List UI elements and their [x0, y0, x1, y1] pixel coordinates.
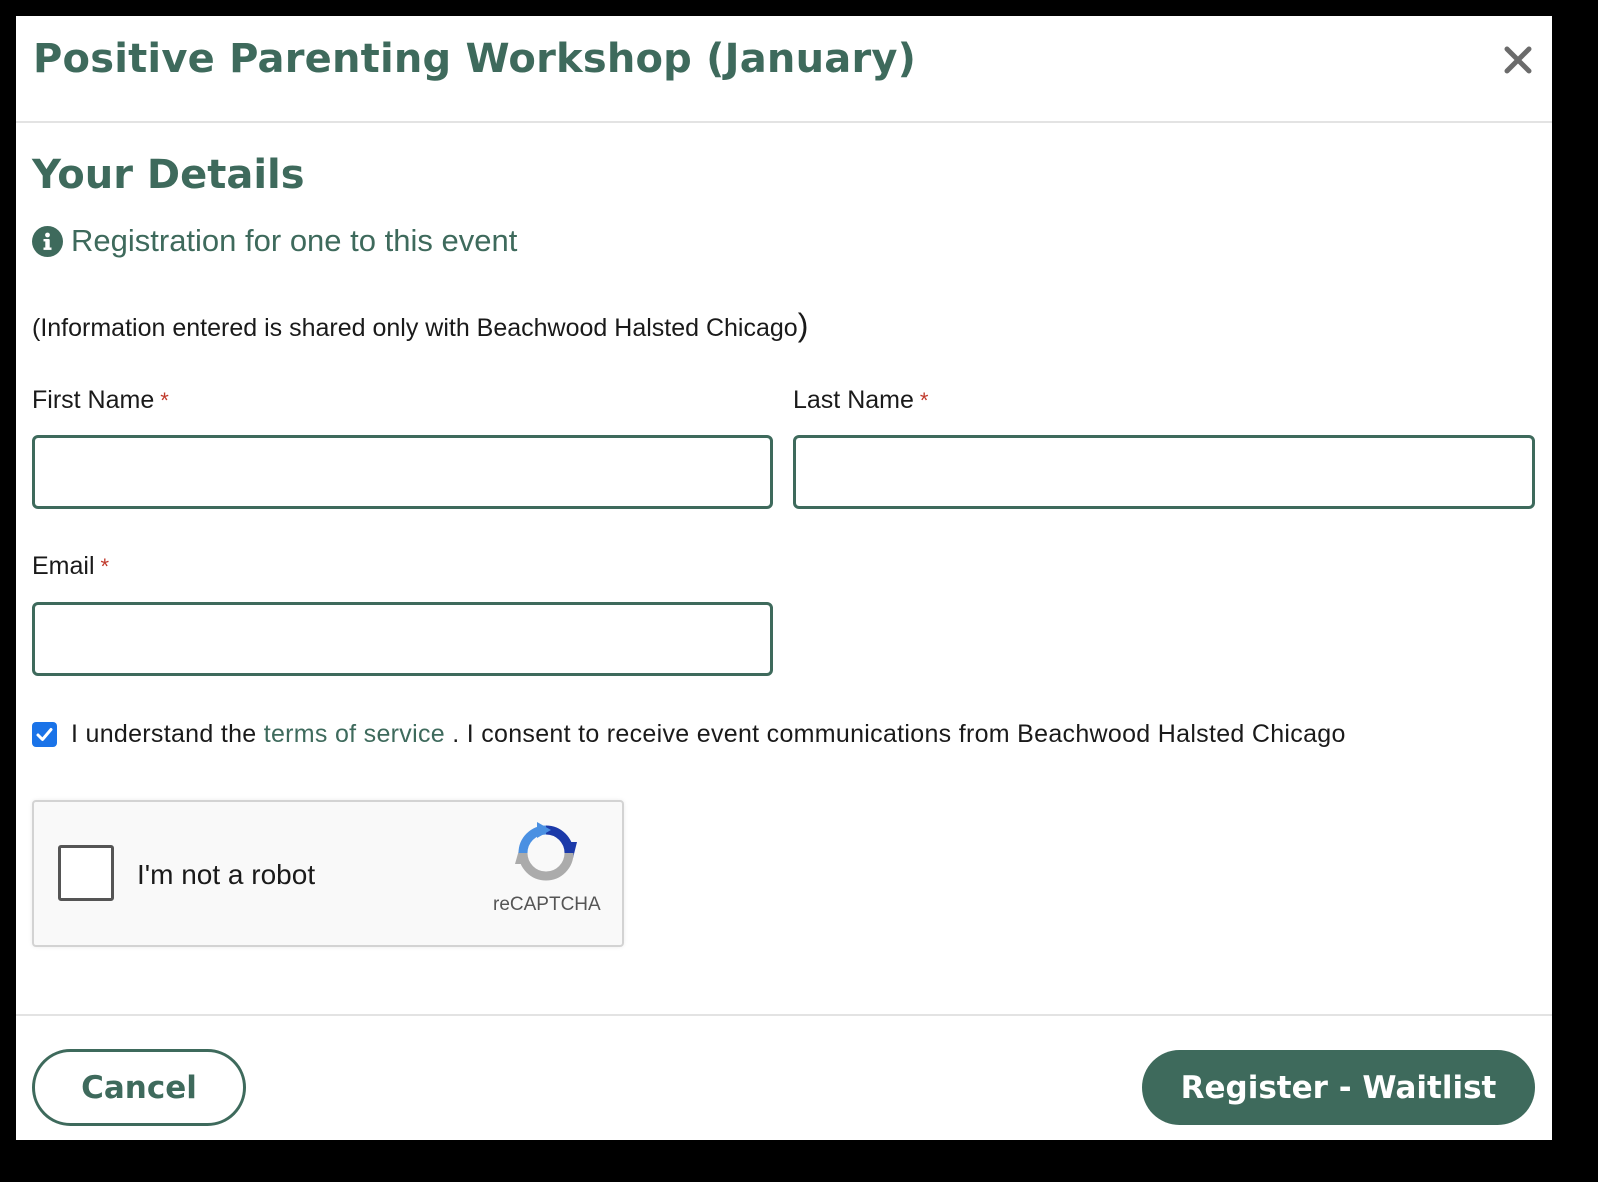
email-label-text: Email — [32, 552, 95, 580]
terms-of-service-link[interactable]: terms of service — [263, 719, 445, 748]
modal-footer — [16, 1014, 1552, 1140]
recaptcha-logo-icon — [515, 822, 577, 891]
recaptcha-label: I'm not a robot — [137, 859, 316, 890]
recaptcha-checkbox[interactable] — [58, 845, 114, 901]
email-label — [32, 552, 109, 581]
info-icon — [32, 226, 63, 257]
consent-checkbox[interactable] — [32, 722, 57, 747]
recaptcha-widget — [32, 800, 624, 947]
first-name-label — [32, 386, 169, 415]
last-name-label — [793, 386, 928, 415]
consent-suffix: . I consent to receive event communications from Beachwood Halsted Chicago — [444, 719, 1346, 748]
close-button[interactable] — [1500, 42, 1536, 78]
privacy-note — [32, 307, 808, 344]
registration-modal — [16, 16, 1552, 1140]
last-name-label-text: Last Name — [793, 386, 914, 414]
email-input[interactable] — [32, 602, 773, 676]
required-marker: * — [100, 554, 110, 579]
modal-header — [16, 16, 1552, 123]
privacy-note-text: (Information entered is shared only with Beachwood Halsted Chicago — [32, 314, 798, 342]
info-text: Registration for one to this event — [71, 223, 518, 258]
consent-prefix: I understand the — [71, 719, 264, 748]
modal-title: Positive Parenting Workshop (January) — [33, 36, 917, 82]
required-marker: * — [160, 388, 169, 413]
privacy-note-close: ) — [797, 307, 809, 343]
close-icon — [1500, 42, 1536, 78]
first-name-label-text: First Name — [32, 386, 155, 414]
consent-row — [32, 716, 1346, 752]
required-marker: * — [919, 388, 929, 413]
register-waitlist-button[interactable]: Register - Waitlist — [1142, 1050, 1535, 1125]
checkmark-icon — [35, 725, 54, 744]
consent-text — [71, 720, 1346, 749]
last-name-input[interactable] — [793, 435, 1535, 509]
section-heading: Your Details — [32, 152, 305, 198]
first-name-input[interactable] — [32, 435, 773, 509]
recaptcha-brand: reCAPTCHA — [493, 894, 601, 915]
cancel-button[interactable]: Cancel — [32, 1049, 246, 1126]
info-message — [32, 223, 517, 259]
